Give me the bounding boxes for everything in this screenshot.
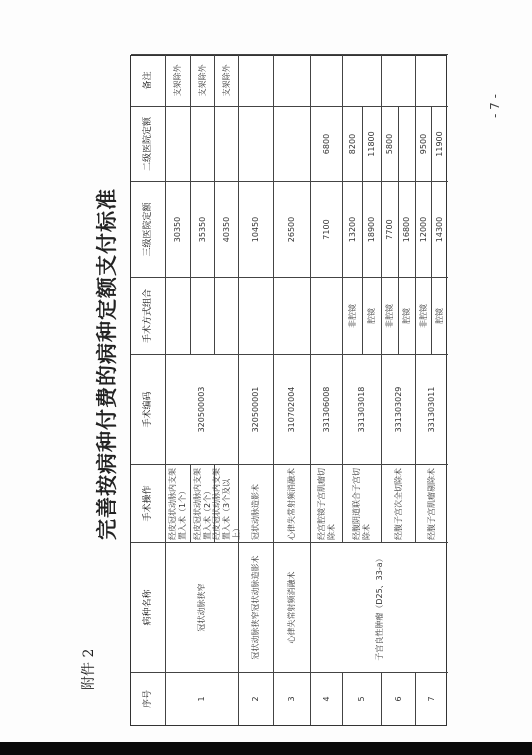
row4-remark: [311, 54, 343, 106]
header-tier2: 二级医院定额: [131, 106, 166, 181]
row5-combo-a: 非腔镜: [343, 277, 363, 354]
row6-combo-b: 腔镜: [399, 277, 416, 354]
row7-t2-b: 11900: [432, 106, 448, 181]
header-tier3: 三级医院定额: [131, 181, 166, 277]
row1-combo-a: [166, 277, 191, 354]
row2-t2: [239, 106, 274, 181]
row4-op: 经宫腔镜子宫肌瘤切除术: [311, 464, 343, 542]
page-title: 完善按病种付费的病种定额支付标准: [94, 188, 119, 540]
header-code: 手术编码: [131, 354, 166, 464]
row6-combo-a: 非腔镜: [382, 277, 399, 354]
row1-op-c: 经皮冠状动脉内支架置入术（3个及以上）: [215, 464, 239, 542]
quota-table: [130, 55, 447, 726]
row2-op: 冠状动脉造影术: [239, 464, 274, 542]
row1-t2-b: [191, 106, 215, 181]
row3-op: 心律失常射频消融术: [274, 464, 311, 542]
row4-code: 331306008: [311, 354, 343, 464]
row1-no: 1: [166, 672, 239, 725]
row7-combo-a: 非腔镜: [416, 277, 432, 354]
header-no: 序号: [131, 672, 166, 725]
row6-op: 经腹子宫次全切除术: [382, 464, 416, 542]
row6-no: 6: [382, 672, 416, 725]
group-disease-uterine: 子宫良性肿瘤（D25、33-a）: [311, 542, 448, 672]
row3-t3: 26500: [274, 181, 311, 277]
row1-op-a: 经皮冠状动脉内支架置入术（1个）: [166, 464, 191, 542]
row4-combo: [311, 277, 343, 354]
row5-t2-a: 8200: [343, 106, 363, 181]
row2-t3: 10450: [239, 181, 274, 277]
row1-remark-a: 支架除外: [166, 54, 191, 106]
row1-t3-c: 40350: [215, 181, 239, 277]
row7-no: 7: [416, 672, 448, 725]
row5-remark: [343, 54, 382, 106]
row3-disease: 心律失常射频消融术: [274, 542, 311, 672]
row5-t2-b: 11800: [363, 106, 382, 181]
attachment-label: 附件 2: [81, 648, 97, 690]
row7-op: 经腹子宫肌瘤剔除术: [416, 464, 448, 542]
row1-combo-b: [191, 277, 215, 354]
row3-no: 3: [274, 672, 311, 725]
row7-combo-b: 腔镜: [432, 277, 448, 354]
row5-combo-b: 腔镜: [363, 277, 382, 354]
row1-t3-a: 30350: [166, 181, 191, 277]
row2-no: 2: [239, 672, 274, 725]
header-remark: 备注: [131, 54, 166, 106]
row5-op: 经腹阴道联合子宫切除术: [343, 464, 382, 542]
row4-t2: 6800: [311, 106, 343, 181]
header-disease: 病种名称: [131, 542, 166, 672]
row1-t3-b: 35350: [191, 181, 215, 277]
row1-disease: 冠状动脉狭窄: [166, 542, 239, 672]
row2-remark: [239, 54, 274, 106]
row7-t3-b: 14300: [432, 181, 448, 277]
row1-t2-c: [215, 106, 239, 181]
row6-t3-a: 7700: [382, 181, 399, 277]
row3-remark: [274, 54, 311, 106]
row4-no: 4: [311, 672, 343, 725]
row2-code: 320500001: [239, 354, 274, 464]
bottom-scan-edge: [0, 742, 532, 755]
row7-t3-a: 12000: [416, 181, 432, 277]
row6-remark: [382, 54, 416, 106]
row7-remark: [416, 54, 448, 106]
row5-code: 331303018: [343, 354, 382, 464]
row2-disease: 冠状动脉狭窄冠状动脉造影术: [239, 542, 274, 672]
row1-t2-a: [166, 106, 191, 181]
row1-combo-c: [215, 277, 239, 354]
row3-code: 310702004: [274, 354, 311, 464]
row1-remark-c: 支架除外: [215, 54, 239, 106]
row3-combo: [274, 277, 311, 354]
row1-op-b: 经皮冠状动脉内支架置入术（2个）: [191, 464, 215, 542]
row6-t2-a: 5800: [382, 106, 399, 181]
header-operation: 手术操作: [131, 464, 166, 542]
row4-t3: 7100: [311, 181, 343, 277]
row1-remark-b: 支架除外: [191, 54, 215, 106]
row5-t3-b: 18900: [363, 181, 382, 277]
row5-no: 5: [343, 672, 382, 725]
row1-code: 320500003: [166, 354, 239, 464]
row2-combo: [239, 277, 274, 354]
row7-code: 331303011: [416, 354, 448, 464]
row6-t3-b: 16800: [399, 181, 416, 277]
row3-t2: [274, 106, 311, 181]
page-number: - 7 -: [488, 94, 502, 118]
row5-t3-a: 13200: [343, 181, 363, 277]
row7-t2-a: 9500: [416, 106, 432, 181]
header-combo: 手术方式组合: [131, 277, 166, 354]
row6-t2-b: [399, 106, 416, 181]
row6-code: 331303029: [382, 354, 416, 464]
